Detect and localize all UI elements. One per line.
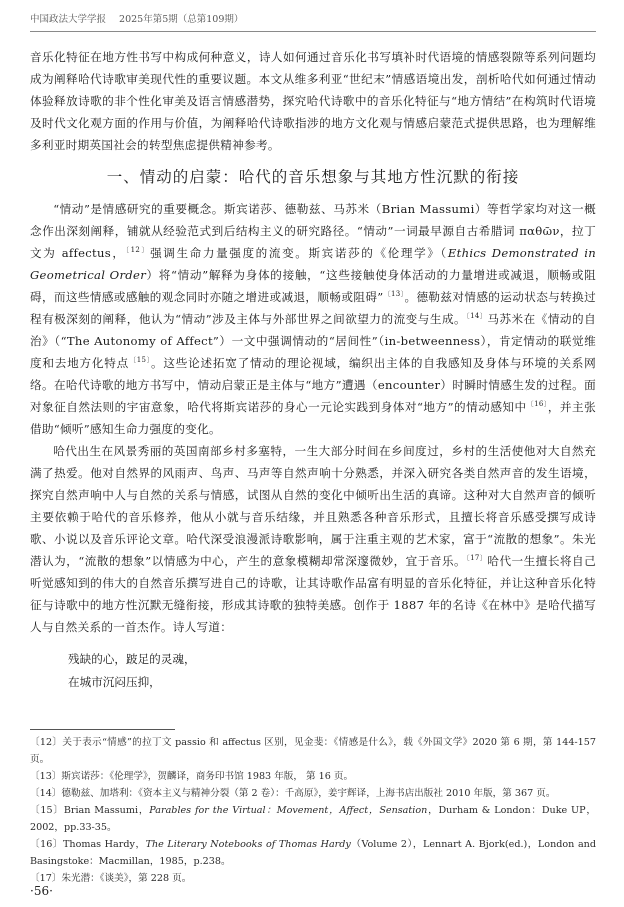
footnote-ref-16[interactable]: 〔16〕 bbox=[526, 400, 548, 409]
footnote-ref-12[interactable]: 〔12〕 bbox=[125, 246, 151, 255]
footnote-item bbox=[30, 836, 596, 870]
paragraph-affect bbox=[30, 198, 596, 440]
footnote-text: （Volume 2），Lennart A. Bjork(ed.)，London and Basingstoke：Macmillan，1985，p.238。 bbox=[30, 839, 596, 867]
footnote-number: 〔16〕 bbox=[30, 839, 63, 850]
para1-text-f: 。这些论述拓宽了情动的理论视域，编织出主体的自我感知及身体与环境的关系网络。在哈代诗歌的地方书写中，情动启蒙正是主体与“地方”遭遇（encounter）时瞬时情感生发的过程。面对象征自然法则的宇宙意象，哈代将斯宾诺莎的身心一元论实践到身体对“地方”的情动感知中 bbox=[30, 356, 596, 414]
paragraph-hardy bbox=[30, 440, 596, 638]
footnote-number: 〔13〕 bbox=[30, 771, 62, 782]
footnote-ref-17[interactable]: 〔17〕 bbox=[466, 554, 488, 563]
footnote-number: 〔15〕 bbox=[30, 805, 64, 816]
para1-text-e: 马苏米在《情动的自治》（“The Autonomy of Affect”）一文中强调情动的“居间性”（in-betweenness），肯定情动的联觉维度和去地方化特点 bbox=[30, 312, 597, 370]
section-heading: 一、情动的启蒙：哈代的音乐想象与其地方性沉默的衔接 bbox=[106, 168, 520, 186]
footnote-text: Thomas Hardy， bbox=[63, 839, 146, 850]
footnote-item bbox=[30, 785, 596, 802]
poem-excerpt bbox=[30, 648, 596, 694]
page-number: ·56· bbox=[30, 884, 53, 898]
main-body bbox=[30, 46, 596, 694]
poem-line: 残缺的心，跛足的灵魂， bbox=[68, 652, 196, 666]
footnote-ref-14[interactable]: 〔14〕 bbox=[466, 312, 488, 321]
footnote-text: 德勒兹、加塔利：《资本主义与精神分裂（第 2 卷）：千高原》，姜宇辉译，上海书店出版社 2010 年版，第 367 页。 bbox=[61, 788, 556, 799]
footnote-ref-15[interactable]: 〔15〕 bbox=[129, 356, 152, 365]
journal-name: 中国政法大学学报 bbox=[30, 14, 107, 25]
footnote-text: 朱光潜：《谈美》，第 228 页。 bbox=[61, 873, 192, 884]
intro-paragraph: 音乐化特征在地方性书写中构成何种意义，诗人如何通过音乐化书写填补时代语境的情感裂隙等系列问题均成为阐释哈代诗歌审美现代性的重要议题。本文从维多利亚“世纪末”情感语境出发，剖析哈代如何通过情动体验释放诗歌的非个性化审美及语言情感潜势，探究哈代诗歌中的音乐化特征与“地方情结”在构筑时代语境及时代文化观方面的作用与价值，为阐释哈代诗歌指涉的地方文化观与情感启蒙范式提供思路，也为理解维多利亚时期英国社会的转型焦虑提供精神参考。 bbox=[30, 50, 596, 152]
footnote-item bbox=[30, 802, 596, 836]
footnote-ref-13[interactable]: 〔13〕 bbox=[383, 290, 405, 299]
ethics-title: Ethics Demonstrated in Geometrical Order bbox=[30, 246, 596, 282]
running-header bbox=[30, 11, 596, 32]
footnote-text: ，Durham & London：Duke UP，2002，pp.33-35。 bbox=[30, 805, 596, 833]
footnote-book-title: The Literary Notebooks of Thomas Hardy bbox=[145, 839, 351, 850]
para1-text-b: 强调生命力量强度的流变。斯宾诺莎的《伦理学》（ bbox=[150, 246, 448, 260]
para1-text-c: ）将“情动”解释为身体的接触，“这些接触使身体活动的力量增进或减退，顺畅或阻碍，而这些情感或感触的观念同时亦随之增进或减退，顺畅或阻碍” bbox=[30, 268, 597, 304]
para1-text-a: “情动”是情感研究的重要概念。斯宾诺莎、德勒兹、马苏米（Brian Massumi）等哲学家均对这一概念作出深刻阐释，铺就从经验范式到后结构主义的研究路径。“情动”一词最早源自古希腊词 παθῶν，拉丁文为 affectus， bbox=[30, 202, 596, 260]
para1-text-d: 。德勒兹对情感的运动状态与转换过程有极深刻的阐释，他认为“情动”涉及主体与外部世界之间欲望力的流变与生成。 bbox=[30, 290, 596, 326]
footnote-divider bbox=[30, 729, 175, 730]
para1-text-g: ，并主张借助“倾听”感知生命力强度的变化。 bbox=[30, 400, 597, 436]
footnote-item bbox=[30, 734, 596, 768]
issue-info: 2025年第5期（总第109期） bbox=[119, 14, 244, 25]
footnote-text: 斯宾诺莎：《伦理学》，贺麟译，商务印书馆 1983 年版， 第 16 页。 bbox=[61, 771, 354, 782]
footnote-item bbox=[30, 870, 596, 887]
footnote-text: 关于表示“情感”的拉丁文 passio 和 affectus 区别，见金斐：《情感是什么》，载《外国文学》2020 第 6 期，第 144-157 页。 bbox=[30, 737, 596, 765]
para2-text-b: 哈代一生擅长将自己听觉感知到的伟大的自然音乐撰写进自己的诗歌，让其诗歌作品富有明显的音乐化特征，并让这种音乐化特征与诗歌中的地方性沉默无缝衔接，形成其诗歌的独特美感。创作于 1887 年的名诗《在林中》是哈代描写人与自然关系的一首杰作。诗人写道： bbox=[30, 554, 597, 634]
footnote-book-title: Parables for the Virtual：Movement，Affect，Sensation bbox=[149, 805, 428, 816]
footnote-text: Brian Massumi， bbox=[63, 805, 150, 816]
para2-text-a: 哈代出生在风景秀丽的英国南部乡村多塞特，一生大部分时间在乡间度过，乡村的生活使他对大自然充满了热爱。他对自然界的风雨声、鸟声、马声等自然声响十分熟悉，并深入研究各类自然声音的发生语境，探究自然声响中人与自然的关系与情感，试图从自然的变化中倾听出生活的真谛。这种对大自然声音的倾听主要依赖于哈代的音乐修养，他从小就与音乐结缘，并且熟悉各种音乐形式，且擅长将音乐感受撰写成诗歌、小说以及音乐评论文章。哈代深受浪漫派诗歌影响，属于注重主观的艺术家，富于“流散的想象”。朱光潜认为，“流散的想象”以情感为中心，产生的意象模糊却常深邃微妙，宜于音乐。 bbox=[30, 444, 596, 568]
footnotes bbox=[30, 734, 596, 887]
footnote-number: 〔17〕 bbox=[30, 873, 62, 884]
footnote-item bbox=[30, 768, 596, 785]
footnote-number: 〔14〕 bbox=[30, 788, 62, 799]
poem-line: 在城市沉闷压抑， bbox=[68, 675, 161, 689]
footnote-number: 〔12〕 bbox=[30, 737, 63, 748]
